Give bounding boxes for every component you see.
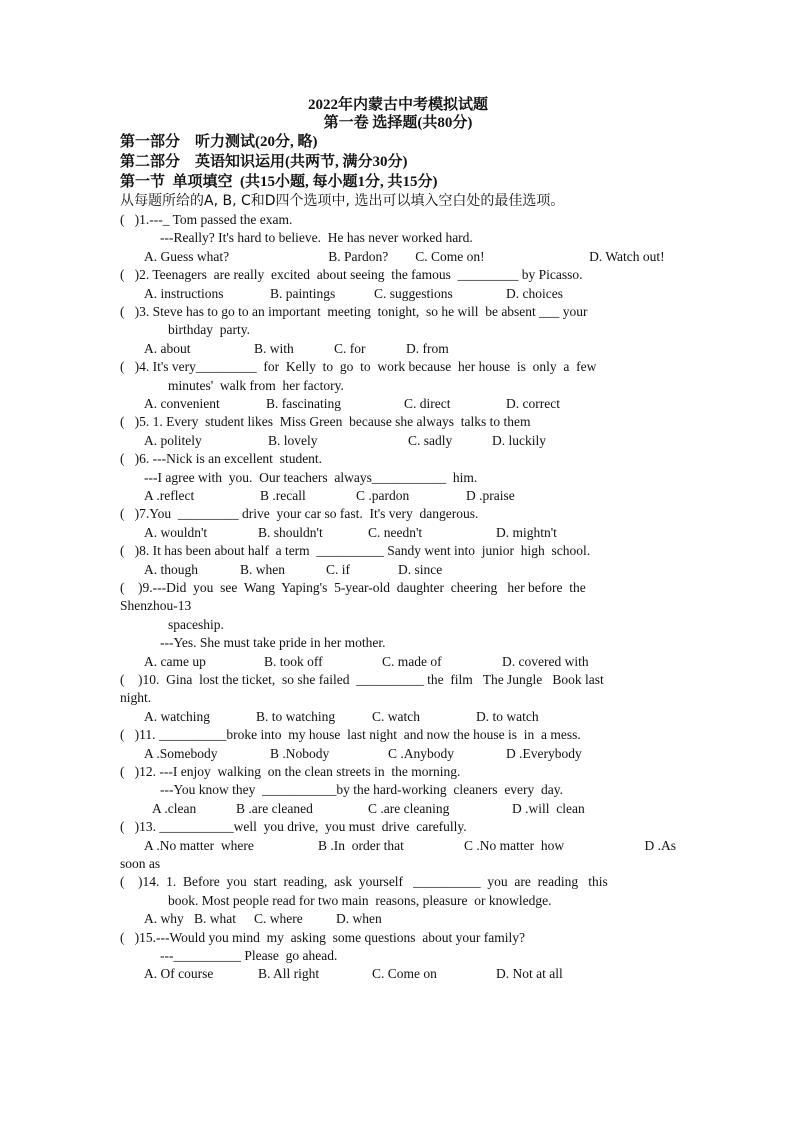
option-row — [120, 653, 676, 671]
option-b[interactable]: B. shouldn't — [258, 524, 323, 540]
part1-heading: 第一部分 听力测试(20分, 略) — [120, 134, 318, 150]
option-c[interactable]: C. direct — [404, 396, 451, 412]
option-a[interactable]: A. instructions — [144, 285, 224, 301]
option-row — [120, 285, 676, 303]
question-stem: ( )8. It has been about half a term __________ Sandy went into junior high school. — [120, 543, 591, 559]
question-continuation: ---Really? It's hard to believe. He has never worked hard. — [160, 230, 473, 246]
option-row — [120, 524, 676, 542]
question-item — [120, 358, 676, 413]
option-b[interactable]: B. Pardon? — [328, 248, 389, 264]
question-continuation: ---You know they ___________by the hard-working cleaners every day. — [160, 782, 564, 798]
option-b[interactable]: B. All right — [258, 966, 320, 982]
option-d[interactable]: D .praise — [466, 488, 515, 504]
question-item — [120, 266, 676, 303]
option-a[interactable]: A. watching — [144, 708, 210, 724]
option-row — [120, 395, 676, 413]
question-item — [120, 579, 676, 671]
option-a[interactable]: A. Of course — [144, 966, 214, 982]
question-stem: ( )13. ___________well you drive, you must drive carefully. — [120, 819, 467, 835]
option-b[interactable]: B .recall — [260, 488, 306, 504]
option-d[interactable]: D. Not at all — [496, 966, 563, 982]
question-item — [120, 818, 676, 873]
option-d[interactable]: D .will clean — [512, 800, 585, 816]
question-continuation: minutes' walk from her factory. — [168, 377, 344, 393]
question-continuation: spaceship. — [168, 616, 224, 632]
option-b[interactable]: B .are cleaned — [236, 800, 313, 816]
option-c[interactable]: C. made of — [382, 653, 442, 669]
option-b[interactable]: B .In order that — [318, 837, 404, 853]
option-a[interactable]: A. about — [144, 340, 191, 356]
question-stem: ( )15.---Would you mind my asking some questions about your family? — [120, 929, 525, 945]
option-d[interactable]: D .Everybody — [506, 745, 582, 761]
question-continuation: Shenzhou-13 — [120, 598, 192, 614]
question-continuation: ---Yes. She must take pride in her mother. — [160, 635, 386, 651]
option-d[interactable]: D. choices — [506, 285, 563, 301]
option-a[interactable]: A. why — [144, 911, 184, 927]
question-item — [120, 671, 676, 726]
option-c[interactable]: C .Anybody — [388, 745, 455, 761]
option-c[interactable]: C. Come on! — [415, 248, 485, 264]
question-item — [120, 542, 676, 579]
option-b[interactable]: B. when — [240, 561, 285, 577]
option-row — [120, 800, 676, 818]
option-c[interactable]: C .pardon — [356, 488, 410, 504]
option-row — [120, 910, 676, 928]
question-continuation: night. — [120, 690, 152, 706]
option-row — [120, 487, 676, 505]
option-row — [120, 248, 676, 266]
part2-heading: 第二部分 英语知识运用(共两节, 满分30分) — [120, 154, 408, 170]
option-a[interactable]: A .Somebody — [144, 745, 218, 761]
option-a[interactable]: A. came up — [144, 653, 206, 669]
option-d[interactable]: D. since — [398, 561, 443, 577]
question-stem: ( )9.---Did you see Wang Yaping's 5-year-old daughter cheering her before the — [120, 580, 586, 595]
question-stem: ( )11. __________broke into my house last night and now the house is in a mess. — [120, 727, 581, 743]
option-row — [120, 561, 676, 579]
option-b[interactable]: B. fascinating — [266, 396, 341, 412]
option-continuation: soon as — [120, 856, 161, 872]
option-a[interactable]: A. Guess what? — [144, 248, 230, 264]
option-a[interactable]: A .clean — [152, 800, 197, 816]
question-stem: ( )6. ---Nick is an excellent student. — [120, 451, 323, 467]
question-continuation: ---I agree with you. Our teachers always___________ him. — [144, 469, 478, 485]
option-d[interactable]: D. mightn't — [496, 524, 557, 540]
option-b[interactable]: B. took off — [264, 653, 323, 669]
instruction-text: 从每题所给的A, B, C和D四个选项中, 选出可以填入空白处的最佳选项。 — [120, 193, 565, 209]
question-continuation: book. Most people read for two main reasons, pleasure or knowledge. — [168, 892, 552, 908]
option-c[interactable]: C .are cleaning — [368, 800, 450, 816]
question-continuation: birthday party. — [168, 322, 250, 338]
option-b[interactable]: B. with — [254, 340, 294, 356]
option-d[interactable]: D. to watch — [476, 708, 539, 724]
question-stem: ( )7.You _________ drive your car so fast. It's very dangerous. — [120, 506, 479, 522]
option-row — [120, 745, 676, 763]
question-item — [120, 450, 676, 505]
option-c[interactable]: C .No matter how — [464, 837, 565, 853]
option-c[interactable]: C. sadly — [408, 432, 453, 448]
question-stem: ( )5. 1. Every student likes Miss Green because she always talks to them — [120, 414, 531, 430]
option-d[interactable]: D. correct — [506, 396, 560, 412]
section1-heading: 第一节 单项填空 (共15小题, 每小题1分, 共15分) — [120, 174, 438, 190]
question-item — [120, 211, 676, 266]
option-c[interactable]: C. if — [326, 561, 351, 577]
option-b[interactable]: B. to watching — [256, 708, 336, 724]
option-a[interactable]: A. convenient — [144, 396, 220, 412]
question-stem: ( )4. It's very_________ for Kelly to go to work because her house is only a few — [120, 359, 597, 375]
question-continuation: ---__________ Please go ahead. — [160, 948, 338, 964]
question-item — [120, 873, 676, 928]
question-item — [120, 726, 676, 763]
question-stem: ( )14. 1. Before you start reading, ask yourself __________ you are reading this — [120, 874, 608, 890]
option-row — [120, 432, 676, 450]
option-a[interactable]: A. wouldn't — [144, 524, 208, 540]
option-a[interactable]: A. politely — [144, 432, 202, 448]
option-b[interactable]: B. paintings — [270, 285, 336, 301]
question-item — [120, 303, 676, 358]
option-c[interactable]: C. where — [254, 911, 303, 927]
option-c[interactable]: C. Come on — [372, 966, 437, 982]
option-row — [120, 340, 676, 358]
question-item — [120, 413, 676, 450]
question-stem: ( )3. Steve has to go to an important meeting tonight, so he will be absent ___ your — [120, 304, 588, 319]
option-c[interactable]: C. suggestions — [374, 285, 453, 301]
option-row — [120, 708, 676, 726]
question-item — [120, 929, 676, 984]
option-d[interactable]: D .As — [644, 837, 676, 853]
option-d[interactable]: D. luckily — [492, 432, 546, 448]
exam-title: 2022年内蒙古中考模拟试题 — [307, 97, 488, 113]
question-stem: ( )1.---_ Tom passed the exam. — [120, 212, 293, 227]
question-stem: ( )12. ---I enjoy walking on the clean streets in the morning. — [120, 764, 461, 780]
option-b[interactable]: B .Nobody — [270, 745, 330, 761]
paper-subtitle: 第一卷 选择题(共80分) — [323, 115, 473, 131]
option-d[interactable]: D. covered with — [502, 653, 589, 669]
option-a[interactable]: A .reflect — [144, 488, 195, 504]
question-stem: ( )2. Teenagers are really excited about seeing the famous _________ by Picasso. — [120, 267, 583, 283]
option-c[interactable]: C. needn't — [368, 524, 423, 540]
option-row — [120, 965, 676, 983]
exam-page — [120, 96, 676, 984]
option-b[interactable]: B. lovely — [268, 432, 318, 448]
option-c[interactable]: C. watch — [372, 708, 420, 724]
option-a[interactable]: A. though — [144, 561, 198, 577]
question-stem: ( )10. Gina lost the ticket, so she failed __________ the film The Jungle Book last — [120, 672, 604, 688]
option-b[interactable]: B. what — [194, 911, 236, 927]
question-item — [120, 763, 676, 818]
question-list — [120, 211, 676, 984]
option-c[interactable]: C. for — [334, 340, 366, 356]
option-row — [120, 837, 676, 855]
option-a[interactable]: A .No matter where — [144, 837, 254, 853]
option-d[interactable]: D. Watch out! — [589, 248, 665, 264]
question-item — [120, 505, 676, 542]
option-d[interactable]: D. from — [406, 340, 449, 356]
option-d[interactable]: D. when — [336, 911, 382, 927]
